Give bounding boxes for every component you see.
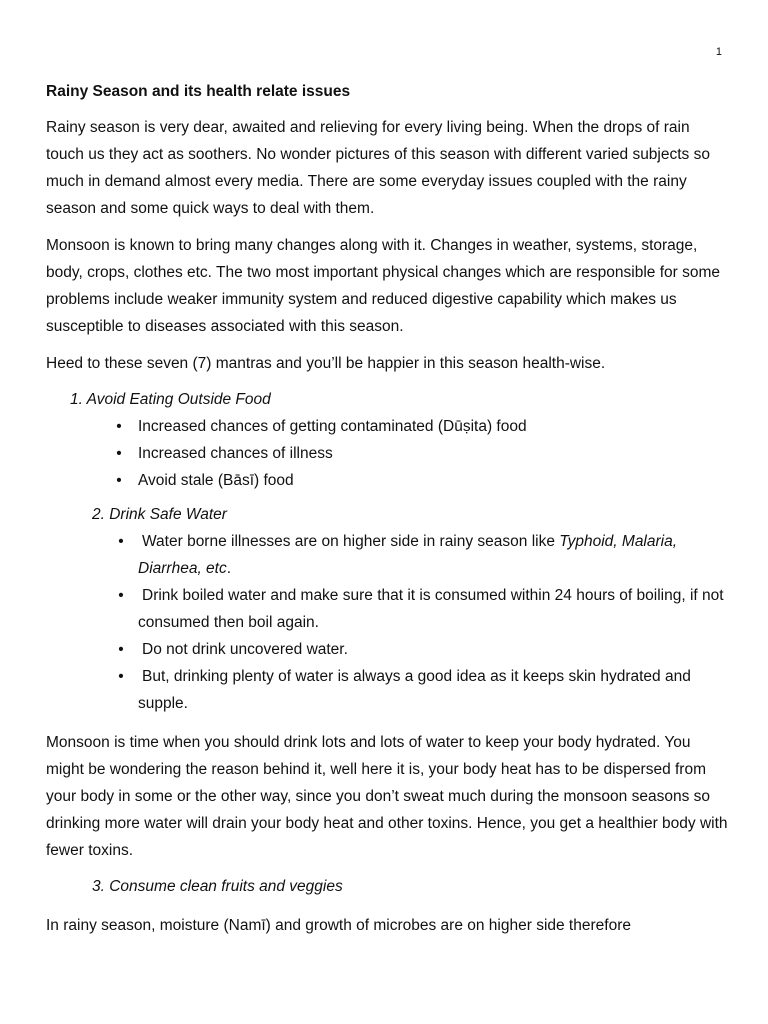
- bullet-icon: •: [118, 668, 124, 685]
- bullet-icon: •: [118, 587, 124, 604]
- bullet-text: Drink boiled water and make sure that it is consumed within 24 hours of boiling, if not consumed then boil again.: [138, 587, 724, 631]
- bullet-text: Water borne illnesses are on higher side in rainy season like: [142, 533, 560, 550]
- bullet-icon: •: [116, 472, 122, 489]
- list-item: [114, 663, 730, 717]
- list-item: [114, 582, 730, 636]
- section-heading-2: 2. Drink Safe Water: [92, 506, 227, 523]
- bullet-icon: •: [116, 445, 122, 462]
- bullet-text: Increased chances of getting contaminated (Dūṣita) food: [138, 418, 527, 435]
- section-heading-3: 3. Consume clean fruits and veggies: [92, 878, 343, 895]
- list-item: [114, 467, 730, 494]
- paragraph-monsoon-changes: Monsoon is known to bring many changes along with it. Changes in weather, systems, storage, body, crops, clothes etc. The two most important physical changes which are responsible for some problems include weaker immunity system and reduced digestive capability which makes us susceptible to diseases associated with this season.: [46, 237, 721, 335]
- paragraph-moisture: In rainy season, moisture (Namī) and growth of microbes are on higher side therefore: [46, 917, 631, 934]
- section-1-bullet-list: [46, 413, 730, 494]
- paragraph-drink-water: Monsoon is time when you should drink lots and lots of water to keep your body hydrated. You might be wondering the reason behind it, well here it is, your body heat has to be dispersed from your body in some or the other way, since you don’t sweat much during the monsoon seasons so drinking more water will drain your body heat and other toxins. Hence, you get a healthier body with fewer toxins.: [46, 734, 728, 859]
- page-number: 1: [715, 46, 722, 58]
- list-item: [114, 440, 730, 467]
- document-body: [46, 80, 730, 949]
- bullet-text-italic: Typhoid, Malaria, Diarrhea, etc: [138, 533, 678, 577]
- bullet-text: Do not drink uncovered water.: [142, 641, 348, 658]
- bullet-text: Increased chances of illness: [138, 445, 333, 462]
- bullet-text: But, drinking plenty of water is always a good idea as it keeps skin hydrated and supple.: [138, 668, 691, 712]
- bullet-text-after: .: [226, 560, 232, 577]
- bullet-icon: •: [118, 641, 124, 658]
- bullet-icon: •: [116, 418, 122, 435]
- document-title: Rainy Season and its health relate issues: [46, 83, 351, 100]
- list-item: [114, 636, 730, 663]
- list-item: [114, 413, 730, 440]
- paragraph-mantras: Heed to these seven (7) mantras and you’ll be happier in this season health-wise.: [46, 355, 606, 372]
- list-item: [114, 528, 730, 582]
- bullet-text: Avoid stale (Bāsī) food: [138, 472, 294, 489]
- section-heading-1: 1. Avoid Eating Outside Food: [70, 391, 271, 408]
- section-2-bullet-list: [46, 528, 730, 717]
- bullet-icon: •: [118, 533, 124, 550]
- paragraph-intro: Rainy season is very dear, awaited and relieving for every living being. When the drops of rain touch us they act as soothers. No wonder pictures of this season with different varied subjects so much in demand almost every media. There are some everyday issues coupled with the rainy season and some quick ways to deal with them.: [46, 119, 710, 217]
